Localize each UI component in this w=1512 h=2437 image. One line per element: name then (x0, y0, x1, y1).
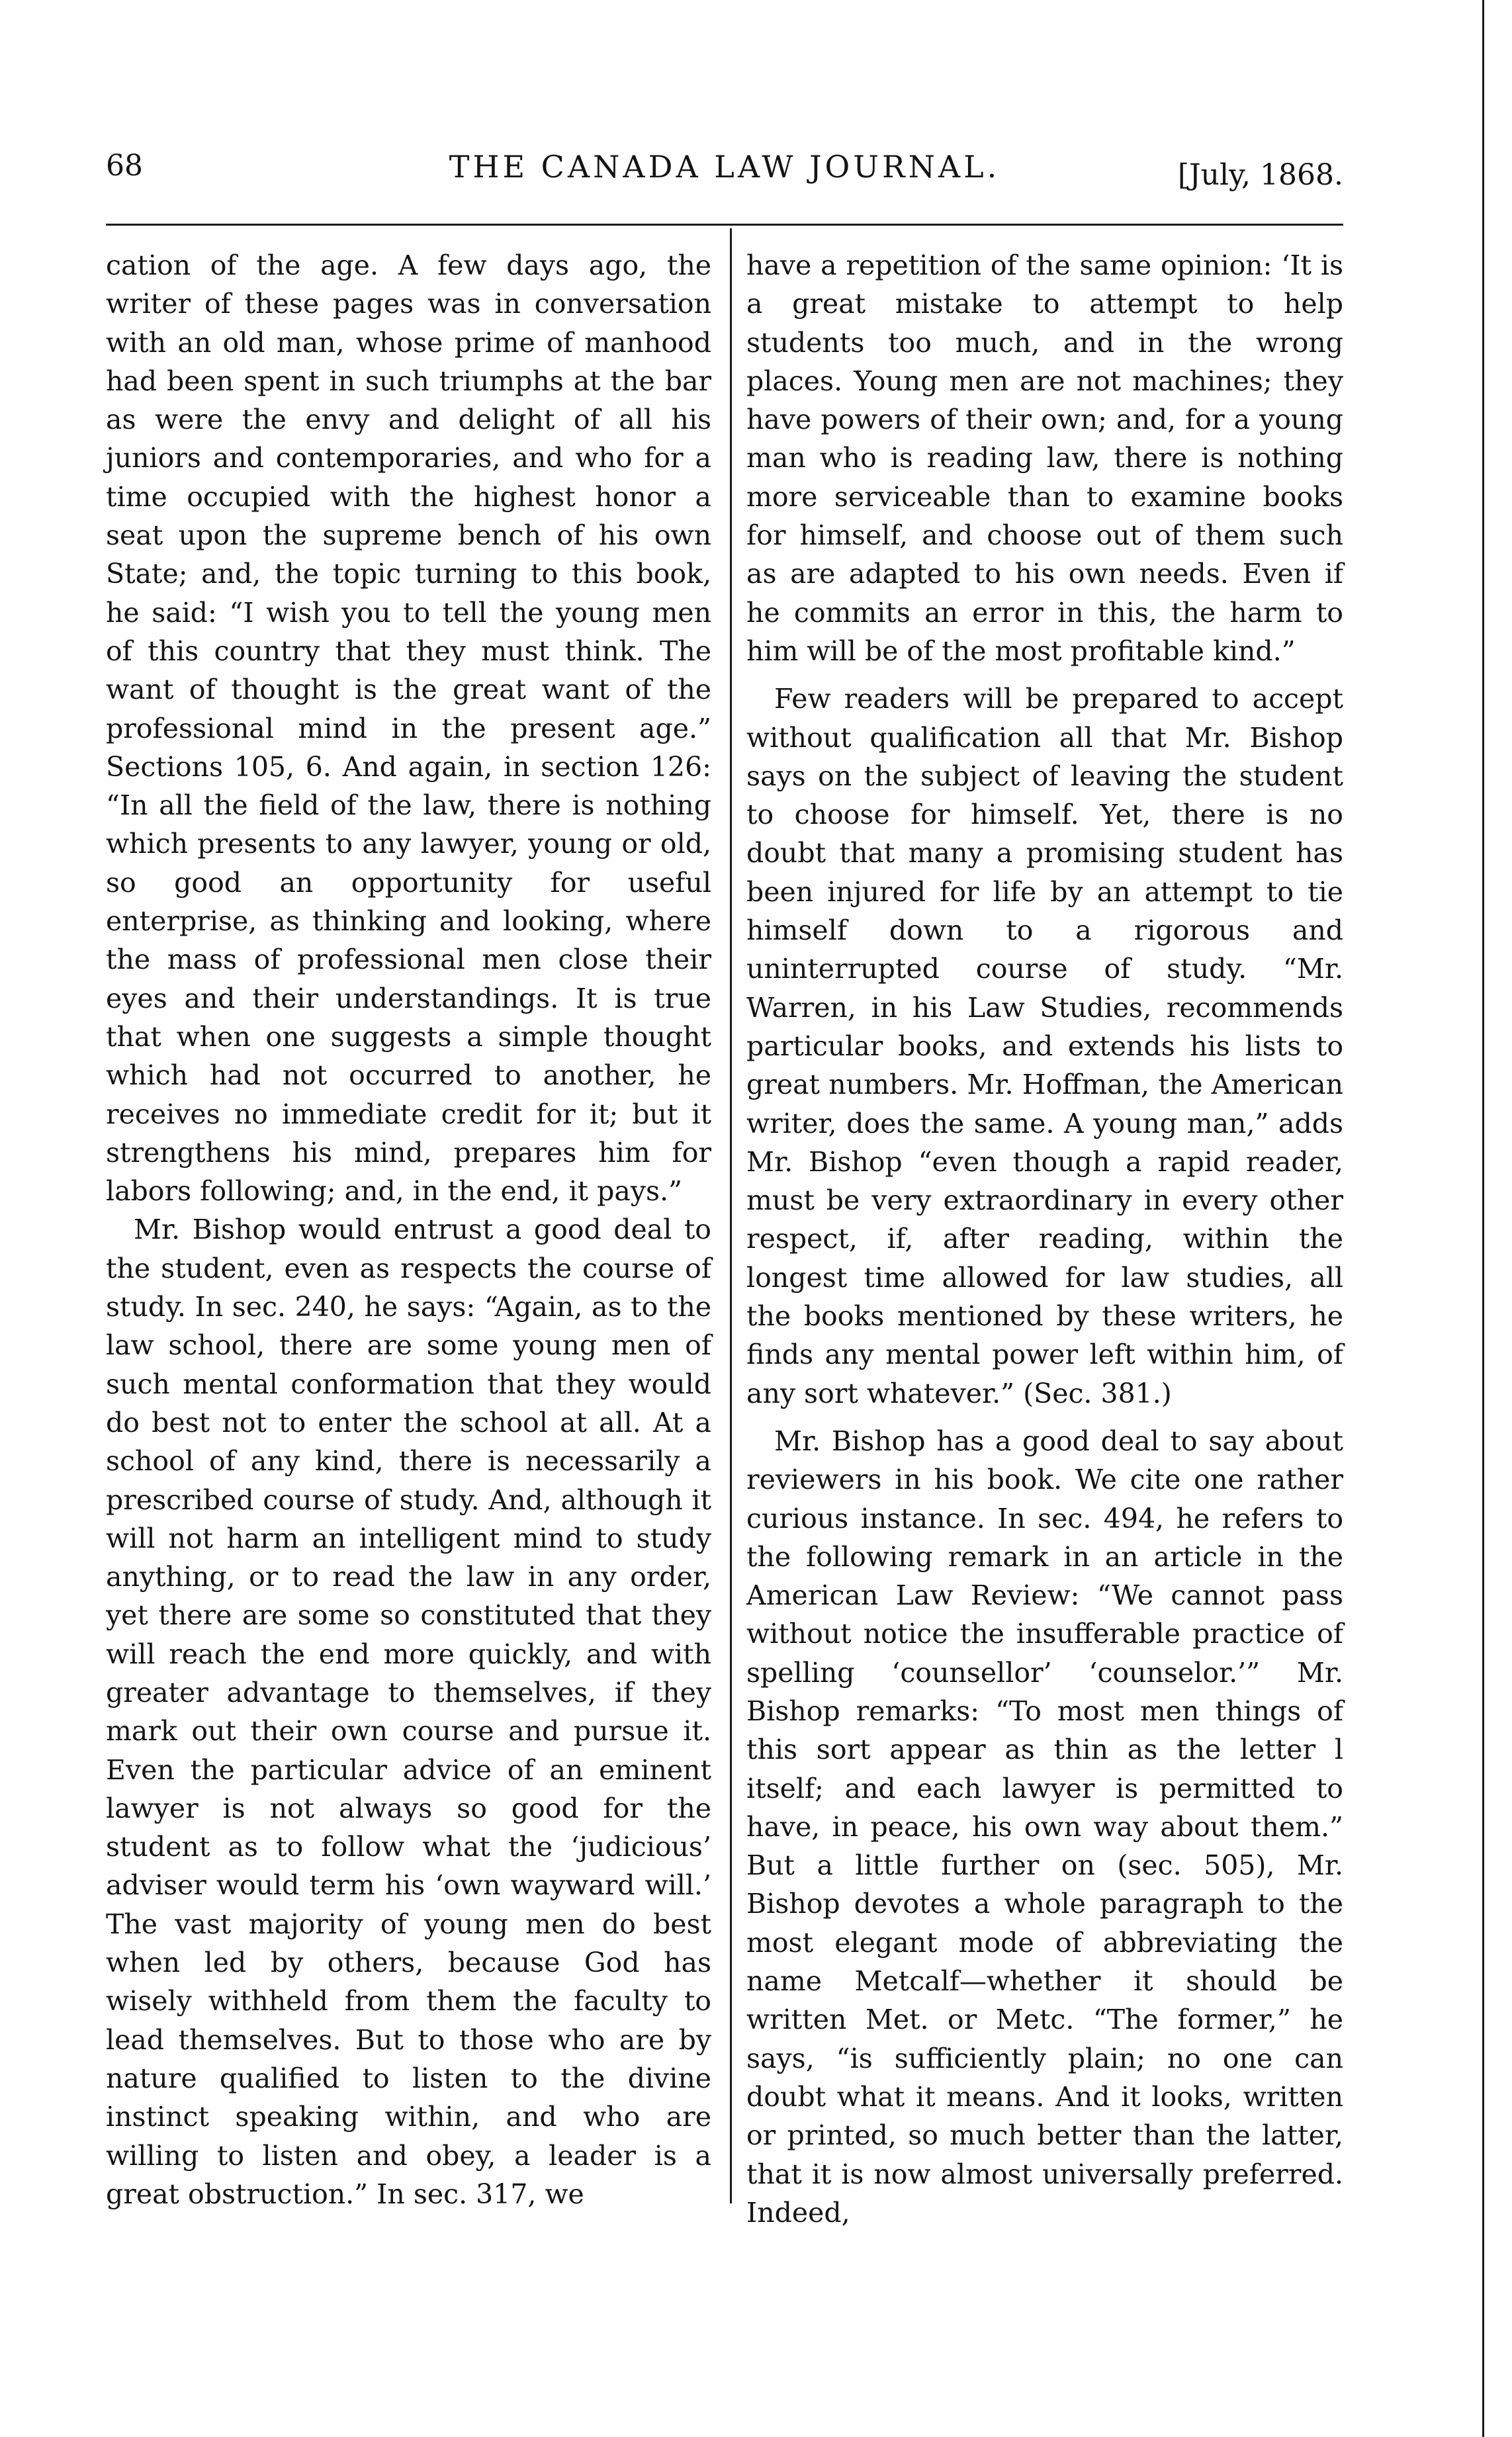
right-paragraph-3: Mr. Bishop has a good deal to say about reviewers in his book. We cite one rather curious instance. In sec. 494, he refers to the following remark in an article in the American Law Review: “We cannot pass without notice the insufferable practice of spelling ‘counsellor’ ‘counselor.’” Mr. Bishop remarks: “To most men things of this sort appear as thin as the letter l itself; and each lawyer is permitted to have, in peace, his own way about them.” But a little further on (sec. 505), Mr. Bishop devotes a whole paragraph to the most elegant mode of abbreviating the name Metcalf—whether it should be written Met. or Metc. “The former,” he says, “is sufficiently plain; no one can doubt what it means. And it looks, written or printed, so much better than the latter, that it is now almost universally preferred. Indeed, (746, 1425, 1343, 2229)
right-paragraph-2: Few readers will be prepared to accept without qualification all that Mr. Bishop says on the subject of leaving the student to choose for himself. Yet, there is no doubt that many a promising student has been injured for life by an attempt to tie himself down to a rigorous and uninterrupted course of study. “Mr. Warren, in his Law Studies, recommends particular books, and extends his lists to great numbers. Mr. Hoffman, the American writer, does the same. A young man,” adds Mr. Bishop “even though a rapid reader, must be very extraordinary in every other respect, if, after reading, within the longest time allowed for law studies, all the books mentioned by these writers, he finds any mental power left within him, of any sort whatever.” (Sec. 381.) (746, 683, 1343, 1409)
left-paragraph-1: cation of the age. A few days ago, the writer of these pages was in conversation with an old man, whose prime of manhood had been spent in such triumphs at the bar as were the envy and delight of all his juniors and contemporaries, and who for a time occupied with the highest honor a seat upon the supreme bench of his own State; and, the topic turning to this book, he said: “I wish you to tell the young men of this country that they must think. The want of thought is the great want of the professional mind in the present age.” Sections 105, 6. And again, in section 126: “In all the field of the law, there is nothing which presents to any lawyer, young or old, so good an opportunity for useful enterprise, as thinking and looking, where the mass of professional men close their eyes and their understandings. It is true that when one suggests a simple thought which had not occurred to another, he receives no immediate credit for it; but it strengthens his mind, prepares him for labors following; and, in the end, it pays.” (106, 249, 711, 1208)
right-paragraph-1: have a repetition of the same opinion: ‘It is a great mistake to attempt to help students too much, and in the wrong places. Young men are not machines; they have powers of their own; and, for a young man who is reading law, there is nothing more serviceable than to examine books for himself, and choose out of them such as are adapted to his own needs. Even if he commits an error in this, the harm to him will be of the most profitable kind.” (746, 249, 1343, 667)
left-paragraph-2: Mr. Bishop would entrust a good deal to the student, even as respects the course of study. In sec. 240, he says: “Again, as to the law school, there are some young men of such mental conformation that they would do best not to enter the school at all. At a school of any kind, there is necessarily a prescribed course of study. And, although it will not harm an intelligent mind to study anything, or to read the law in any order, yet there are some so constituted that they will reach the end more quickly, and with greater advantage to themselves, if they mark out their own course and pursue it. Even the particular advice of an eminent lawyer is not always so good for the student as to follow what the ‘judicious’ adviser would term his ‘own wayward will.’ The vast majority of young men do best when led by others, because God has wisely withheld from them the faculty to lead themselves. But to those who are by nature qualified to listen to the divine instinct speaking within, and who are willing to listen and obey, a leader is a great obstruction.” In sec. 317, we (106, 1214, 711, 2210)
right-column (746, 246, 1343, 2232)
left-column (106, 246, 711, 2213)
running-header (106, 149, 1343, 195)
column-divider (730, 228, 732, 2203)
scan-edge-line (1482, 0, 1484, 2437)
page-number: 68 (106, 149, 143, 183)
issue-date: [July, 1868. (1177, 158, 1343, 192)
journal-title: THE CANADA LAW JOURNAL. (449, 149, 1001, 185)
header-rule (106, 224, 1343, 226)
